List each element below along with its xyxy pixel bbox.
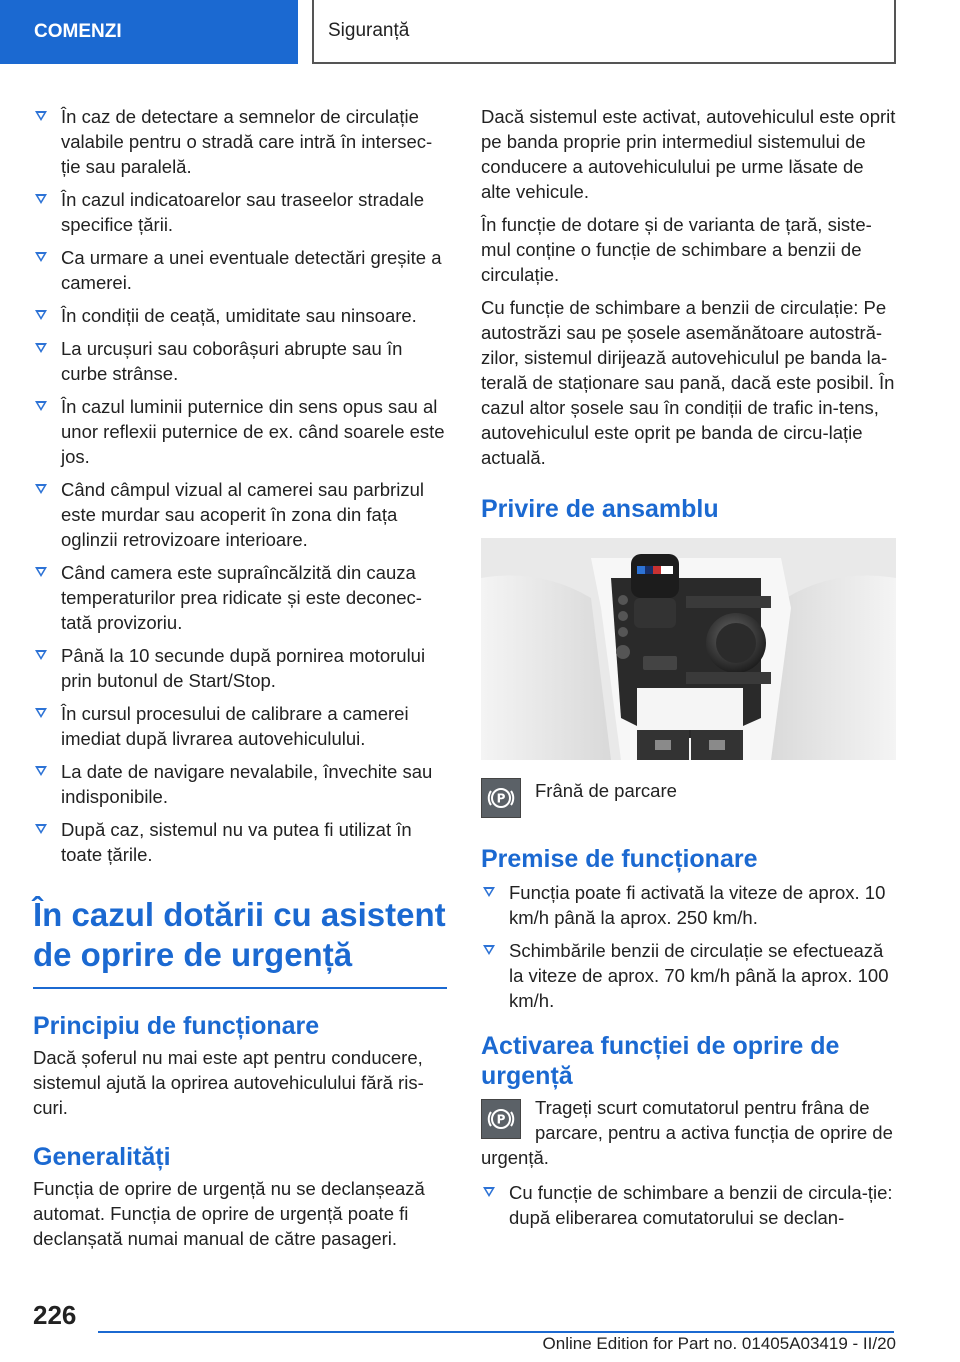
svg-text:P: P <box>496 1112 506 1127</box>
paragraph-activate-instruction: Trageți scurt comutatorul pentru frâna de parcare, pentru a activa funcția de oprire de urgență. <box>481 1097 893 1168</box>
bullet-triangle-icon <box>35 194 47 204</box>
subheading-overview: Privire de ansamblu <box>481 495 719 523</box>
list-item: Când câmpul vizual al camerei sau parbrizul este murdar sau acoperit în zona din fața oglinzii retrovizoare interioare. <box>33 477 447 552</box>
activation-block <box>481 1095 896 1170</box>
list-item: Când camera este supraîncălzită din cauza temperaturilor prea ridicate și este deconec-tată provizoriu. <box>33 560 447 635</box>
subheading-activation: Activarea funcției de oprire de urgență <box>481 1032 840 1090</box>
list-item: În cazul luminii puternice din sens opus sau al unor reflexii puternice de ex. când soarele este jos. <box>33 394 447 469</box>
parking-brake-icon <box>481 778 521 818</box>
subheading-prerequisites: Premise de funcționare <box>481 845 758 873</box>
bullet-triangle-icon <box>35 111 47 121</box>
list-item: În condiții de ceață, umiditate sau ninsoare. <box>33 303 447 328</box>
section-tab[interactable] <box>0 0 298 64</box>
paragraph-general: Funcția de oprire de urgență nu se declanșează automat. Funcția de oprire de urgență poate fi declanșată numai manual de către pasageri. <box>33 1178 425 1249</box>
bullet-triangle-icon <box>35 401 47 411</box>
list-item: La date de navigare nevalabile, învechite sau indisponibile. <box>33 759 447 809</box>
conditions-list <box>33 104 447 867</box>
activation-list <box>481 1180 896 1230</box>
list-item: După caz, sistemul nu va putea fi utilizat în toate țările. <box>33 817 447 867</box>
left-column <box>33 104 447 1251</box>
parking-brake-label: Frână de parcare <box>535 780 677 801</box>
list-item: Cu funcție de schimbare a benzii de circula-ție: după eliberarea comutatorului se declan- <box>481 1180 896 1230</box>
center-console-illustration <box>481 538 896 760</box>
bullet-triangle-icon <box>35 252 47 262</box>
bullet-triangle-icon <box>35 484 47 494</box>
bullet-triangle-icon <box>483 945 495 955</box>
bullet-triangle-icon <box>35 708 47 718</box>
list-item: În caz de detectare a semnelor de circulație valabile pentru o stradă care intră în intersec-ție sau paralelă. <box>33 104 447 179</box>
bullet-triangle-icon <box>35 567 47 577</box>
paragraph-lane-change: Cu funcție de schimbare a benzii de circulație: Pe autostrăzi sau pe șosele asemănătoare autostră-zilor, sistemul dirijează autovehiculul pe banda la-terală de staționare sau pană, dacă este posibil. În cazul altor șosele sau în condiții de trafic in-tens, autovehiculul este oprit pe banda de circu-lație actuală. <box>481 297 895 468</box>
bullet-triangle-icon <box>35 766 47 776</box>
page-number: 226 <box>33 1300 77 1330</box>
right-column <box>481 104 896 1238</box>
list-item: În cazul indicatoarelor sau traseelor stradale specifice țării. <box>33 187 447 237</box>
prerequisites-list <box>481 880 896 1013</box>
center-console-photo <box>481 538 896 760</box>
subheading-general: Generalități <box>33 1143 171 1171</box>
list-item: Până la 10 secunde după pornirea motorului prin butonul de Start/Stop. <box>33 643 447 693</box>
footer-divider <box>98 1331 894 1333</box>
bullet-triangle-icon <box>35 310 47 320</box>
subheading-principle: Principiu de funcționare <box>33 1012 320 1040</box>
list-item: Funcția poate fi activată la viteze de aprox. 10 km/h până la aprox. 250 km/h. <box>481 880 896 930</box>
bullet-triangle-icon <box>35 824 47 834</box>
bullet-triangle-icon <box>483 1187 495 1197</box>
svg-text:P: P <box>496 791 506 806</box>
bullet-triangle-icon <box>35 650 47 660</box>
paragraph-variant: În funcție de dotare și de varianta de țară, siste-mul conține o funcție de schimbare a benzii de circulație. <box>481 214 872 285</box>
list-item: Ca urmare a unei eventuale detectări greșite a camerei. <box>33 245 447 295</box>
page-header <box>312 0 896 64</box>
list-item: Schimbările benzii de circulație se efectuează la viteze de aprox. 70 km/h până la aprox. 100 km/h. <box>481 938 896 1013</box>
paragraph-principle: Dacă șoferul nu mai este apt pentru conducere, sistemul ajută la oprirea autovehiculului fără ris-curi. <box>33 1047 424 1118</box>
parking-brake-row <box>481 778 896 818</box>
parking-brake-icon <box>481 1099 521 1139</box>
list-item: În cursul procesului de calibrare a camerei imediat după livrarea autovehiculului. <box>33 701 447 751</box>
bullet-triangle-icon <box>483 887 495 897</box>
bullet-triangle-icon <box>35 343 47 353</box>
section-tab-label: COMENZI <box>34 21 122 42</box>
section-heading: În cazul dotării cu asistent de oprire de urgență <box>33 895 447 989</box>
page-header-title: Siguranță <box>328 20 410 41</box>
paragraph-activation: Dacă sistemul este activat, autovehiculul este oprit pe banda proprie prin intermediul sistemului de conducere a autovehiculului pe urme lăsate de alte vehicule. <box>481 106 896 202</box>
list-item: La urcușuri sau coborâșuri abrupte sau în curbe strânse. <box>33 336 447 386</box>
footer-edition: Online Edition for Part no. 01405A03419 - II/20 <box>542 1334 896 1353</box>
